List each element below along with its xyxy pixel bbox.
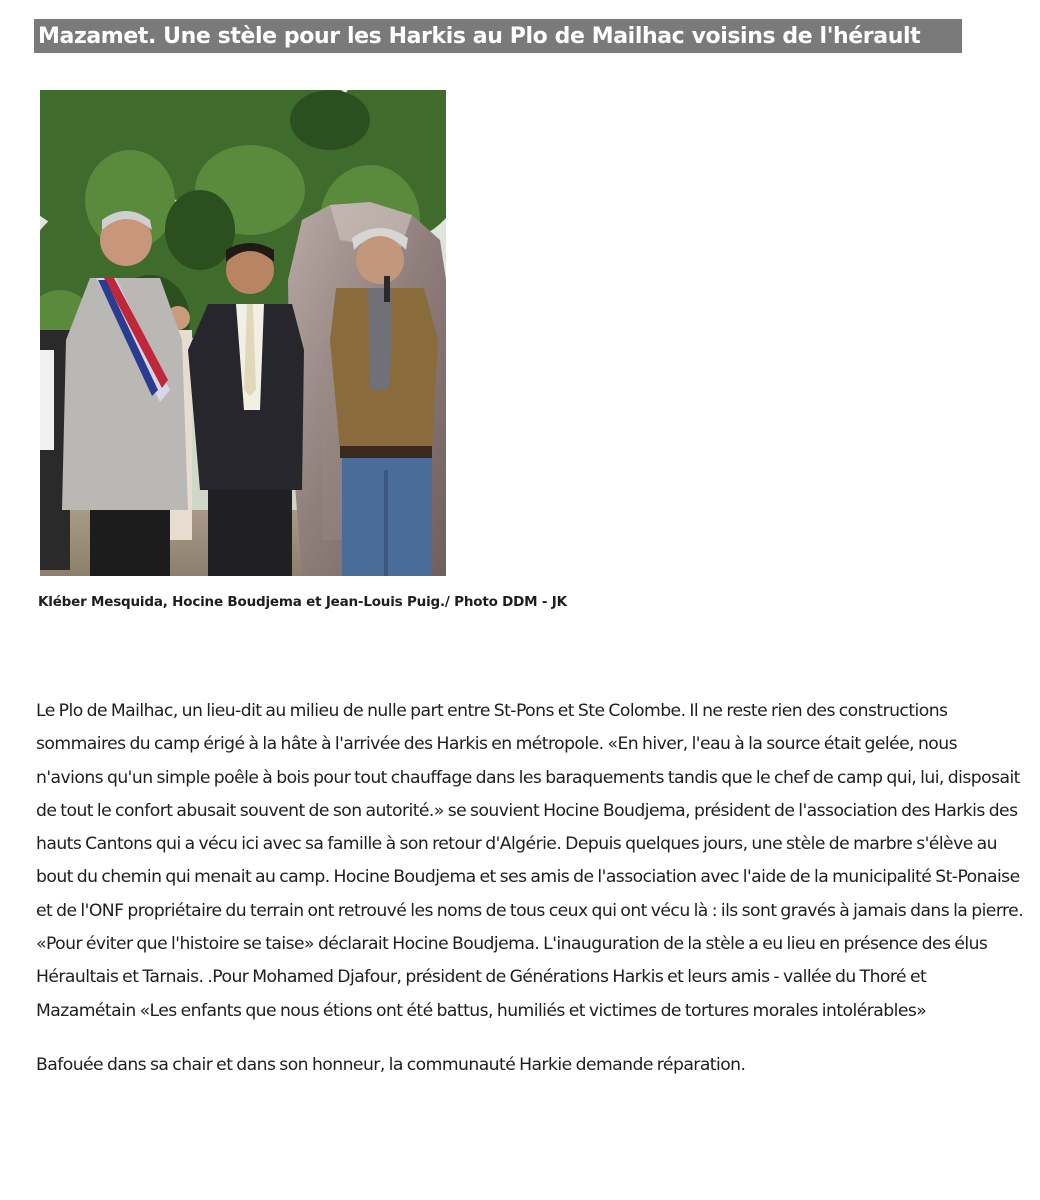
photo-caption: Kléber Mesquida, Hocine Boudjema et Jean-Louis Puig./ Photo DDM - JK: [38, 594, 567, 610]
article-title: Mazamet. Une stèle pour les Harkis au Plo de Mailhac voisins de l'hérault: [38, 24, 921, 49]
article-paragraph: Le Plo de Mailhac, un lieu-dit au milieu de nulle part entre St-Pons et Ste Colombe. Il ne reste rien des constructions sommaires du camp érigé à la hâte à l'arrivée des Harkis en métropole. «En hiver, l'eau à la source était gelée, nous n'avions qu'un simple poêle à bois pour tout chauffage dans les baraquements tandis que le chef de camp qui, lui, disposait de tout le confort abusait souvent de son autorité.» se souvient Hocine Boudjema, président de l'association des Harkis des hauts Cantons qui a vécu ici avec sa famille à son retour d'Algérie. Depuis quelques jours, une stèle de marbre s'élève au bout du chemin qui menait au camp. Hocine Boudjema et ses amis de l'association avec l'aide de la municipalité St-Ponaise et de l'ONF propriétaire du terrain ont retrouvé les noms de tous ceux qui ont vécu là : ils sont gravés à jamais dans la pierre. «Pour éviter que l'histoire se taise» déclarait Hocine Boudjema. L'inauguration de la stèle a eu lieu en présence des élus Héraultais et Tarnais. .Pour Mohamed Djafour, président de Générations Harkis et leurs amis - vallée du Thoré et Mazamétain «Les enfants que nous étions ont été battus, humiliés et victimes de tortures morales intolérables»: [36, 701, 1024, 1021]
article-photo: [40, 90, 446, 576]
article-paragraph: Bafouée dans sa chair et dans son honneur, la communauté Harkie demande réparation.: [36, 1054, 746, 1075]
article-body: [36, 695, 1026, 1082]
